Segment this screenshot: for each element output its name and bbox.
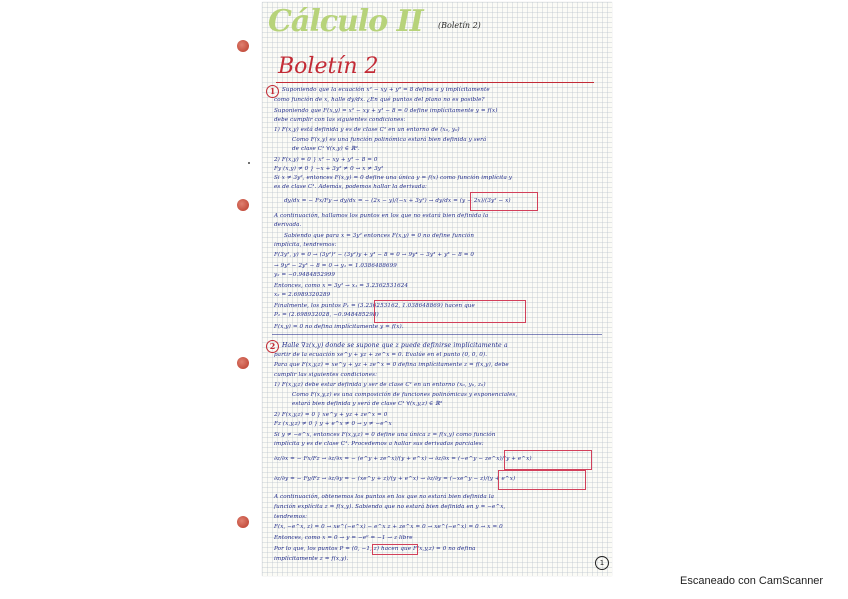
problem-2-line: partir de la ecuación xe^y + yz + ze^x = 0. Evalúe en el punto (0, 0, 0). xyxy=(274,352,488,358)
problem-2-line: Entonces, como x = 0 → y = −e⁰ = −1 → z libre xyxy=(274,535,413,541)
scanner-watermark: Escaneado con CamScanner xyxy=(680,575,824,587)
problem-2-line: cumplir las siguientes condiciones: xyxy=(274,372,378,378)
problem-2-line: F(x, −e^x, z) = 0 → xe^(−e^x) − e^x z + ze^x = 0 → xe^(−e^x) = 0 → x = 0 xyxy=(274,524,503,530)
problem-2-line: Halle ∇z(x,y) donde se supone que z puede definirse implícitamente a xyxy=(282,342,508,349)
problem-2-line: implícita y es de clase C¹. Procedemos a hallar sus derivadas parciales: xyxy=(274,441,484,447)
problem-1-line: derivada. xyxy=(274,222,302,228)
highlight-box-dzdy xyxy=(498,470,586,490)
problem-2-line: 2) F(x,y,z) = 0 } xe^y + yz + ze^x = 0 xyxy=(274,412,388,418)
page-title: Cálculo II xyxy=(268,4,423,39)
problem-number-2: 2 xyxy=(266,340,279,353)
problem-1-line: Suponiendo que F(x,y) = x² − xy + y³ − 8 = 0 define implícitamente y = f(x) xyxy=(274,108,498,114)
problem-1-line: Sabiendo que para x = 3y² entonces F(x,y) = 0 no define función xyxy=(284,233,475,239)
problem-1-line: Fy (x,y) ≠ 0 } −x + 3y² ≠ 0 → x ≠ 3y² xyxy=(274,166,384,172)
highlight-box-dzdx xyxy=(504,450,592,470)
problem-2-line: implícitamente z = f(x,y). xyxy=(274,556,349,562)
problem-2-line: A continuación, obtenemos los puntos en los que no estará bien definida la xyxy=(274,494,495,500)
section-heading: Boletín 2 xyxy=(278,54,379,79)
problem-2-line: Por lo que, los puntos P = (0, −1, z) hacen que F(x,y,z) = 0 no defina xyxy=(274,546,476,552)
problem-1-line: como función de x, halle dy/dx. ¿En qué puntos del plano no es posible? xyxy=(274,97,485,103)
problem-1-line: de clase C¹ ∀(x,y) ∈ ℝ². xyxy=(292,146,360,152)
problem-2-line: ∂z/∂x = − Fx/Fz → ∂z/∂x = − (e^y + ze^x)/(y + e^x) → ∂z/∂x = (−e^y − ze^x)/(y + e^x) xyxy=(274,456,532,462)
problem-1-line: 1) F(x,y) está definida y es de clase C¹ en un entorno de (x₀, y₀) xyxy=(274,127,460,133)
problem-number-1: 1 xyxy=(266,85,279,98)
problem-2-line: tendremos: xyxy=(274,514,308,520)
problem-2-line: estará bien definida y será de clase C¹ ∀(x,y,z) ∈ ℝ³ xyxy=(292,401,443,407)
problem-1-line: P₂ = (2.698932028, −0.948485298) xyxy=(274,312,379,318)
problem-2-line: ∂z/∂y = − Fy/Fz → ∂z/∂y = − (xe^y + z)/(y + e^x) → ∂z/∂y = (−xe^y − z)/(y + e^x) xyxy=(274,476,516,482)
problem-1-line: F(3y², y) = 0 → (3y²)² − (3y²)y + y³ − 8 = 0 → 9y⁴ − 3y³ + y³ − 8 = 0 xyxy=(274,252,475,258)
problem-1-line: F(x,y) = 0 no defina implícitamente y = f(x). xyxy=(274,324,404,330)
problem-2-line: 1) F(x,y,z) debe estar definida y ser de clase C¹ en un entorno (x₀, y₀, z₀) xyxy=(274,382,486,388)
problem-1-line: implícita, tendremos: xyxy=(274,242,337,248)
highlight-box-derivative xyxy=(470,192,538,211)
speck xyxy=(248,162,250,164)
problem-1-line: A continuación, hallamos los puntos en los que no estará bien definida la xyxy=(274,213,489,219)
problem-2-line: función explícita z = f(x,y). Sabiendo que no estará bien definida en y = −e^x, xyxy=(274,504,506,510)
problem-1-line: Entonces, como x = 3y² → x₁ = 3.2362531624 xyxy=(274,283,409,289)
problem-1-line: debe cumplir con las siguientes condiciones: xyxy=(274,117,406,123)
problem-1-line: x₂ = 2.6989320289 xyxy=(274,292,331,298)
problem-1-line: Suponiendo que la ecuación x² − xy + y³ = 8 define a y implícitamente xyxy=(282,87,490,93)
problem-1-line: Como F(x,y) es una función polinómica estará bien definida y será xyxy=(292,137,487,143)
binder-hole-4 xyxy=(237,516,249,528)
problem-1-line: dy/dx = − Fx/Fy → dy/dx = − (2x − y)/(−x + 3y²) → dy/dx = (y − 2x)/(3y² − x) xyxy=(284,198,511,204)
page-subtitle: (Boletín 2) xyxy=(438,21,481,30)
problem-1-line: y₂ = −0.9484852999 xyxy=(274,272,336,278)
problem-2-line: Fz (x,y,z) ≠ 0 } y + e^x ≠ 0 → y ≠ −e^x xyxy=(274,421,392,427)
binder-hole-1 xyxy=(237,40,249,52)
problem-1-line: 2) F(x,y) = 0 } x² − xy + y³ − 8 = 0 xyxy=(274,157,378,163)
problem-1-line: Si x ≠ 3y², entonces F(x,y) = 0 define una única y = f(x) como función implícita y xyxy=(274,175,513,181)
problem-1-line: es de clase C¹. Además, podemos hallar la derivada: xyxy=(274,184,428,190)
problem-1-line: Finalmente, los puntos P₁ = (3.236253162, 1.038648869) hacen que xyxy=(274,303,475,309)
section-separator xyxy=(272,334,602,335)
problem-1-line: → 9y⁴ − 2y³ − 8 = 0 → y₁ = 1.0386488699 xyxy=(274,263,397,269)
highlight-box-point xyxy=(372,544,418,555)
binder-hole-2 xyxy=(237,199,249,211)
problem-2-line: Para que F(x,y,z) = xe^y + yz + ze^x = 0 defina implícitamente z = f(x,y), debe xyxy=(274,362,509,368)
highlight-box-points xyxy=(374,300,526,323)
notebook-page xyxy=(262,2,612,576)
heading-underline xyxy=(276,82,594,83)
problem-2-line: Si y ≠ −e^x, entonces F(x,y,z) = 0 define una única z = f(x,y) como función xyxy=(274,432,496,438)
binder-hole-3 xyxy=(237,357,249,369)
page-number: 1 xyxy=(595,556,609,570)
problem-2-line: Como F(x,y,z) es una composición de funciones polinómicas y exponenciales, xyxy=(292,392,518,398)
